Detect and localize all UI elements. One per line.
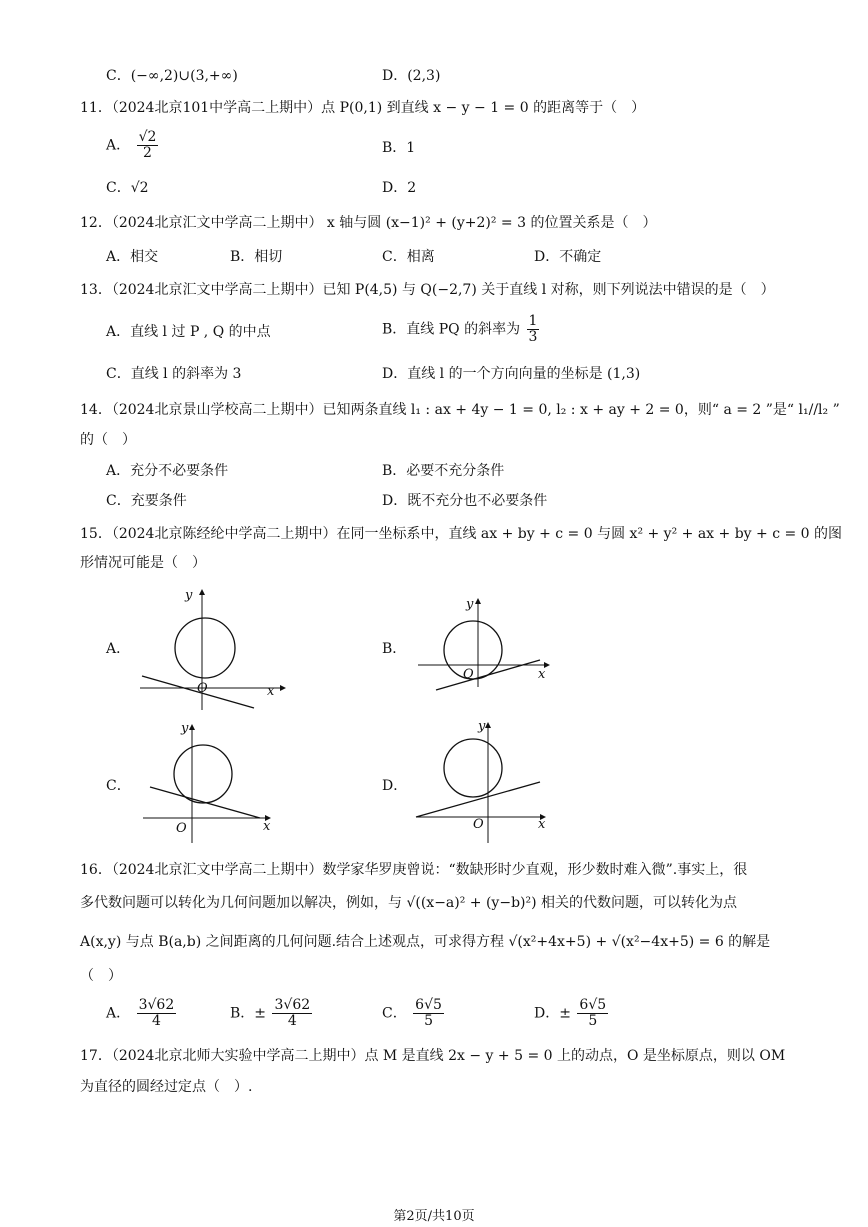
q13-option-d: D．直线 l 的一个方向向量的坐标是 (1,3) [382,366,641,382]
q13-option-a: A．直线 l 过 P , Q 的中点 [106,324,271,340]
x-axis-arrow [280,685,286,691]
q13-option-b-denominator: 3 [528,329,538,345]
q11-option-c: C．√2 [106,180,149,196]
q12-stem: 12．（2024北京汇文中学高二上期中） x 轴与圆 (x−1)² + (y+2)² = 3 的位置关系是（ ） [80,215,657,231]
q14-option-b: B．必要不充分条件 [382,463,505,479]
q16-option-c [382,998,446,1029]
q16-option-a-denominator: 4 [151,1013,161,1029]
q16-stem-line2: 多代数问题可以转化为几何问题加以解决，例如，与 √((x−a)² + (y−b)²) 相关的代数问题，可以转化为点 [80,895,738,911]
q16-option-d-denominator: 5 [588,1013,598,1029]
q13-option-b [382,314,541,345]
q15-option-b-label: B． [382,641,407,657]
q15-figure-b [410,592,560,702]
q14-option-d: D．既不充分也不必要条件 [382,493,548,509]
circle [174,745,232,803]
q15-option-d-label: D． [382,778,408,794]
q11-option-a-label: A． [106,137,131,154]
q11-option-d: D．2 [382,180,417,196]
q15-figure-d [410,716,560,846]
q16-option-d [534,998,610,1029]
q16-option-a [106,998,178,1029]
q14-option-a: A．充分不必要条件 [106,463,229,479]
q16-option-a-label: A． [106,1005,131,1022]
q16-option-a-numerator: 3√62 [138,997,175,1013]
q15-option-c-label: C． [106,778,131,794]
q12-option-a: A．相交 [106,249,159,265]
y-label: y [181,721,189,736]
q17-stem-line1: 17．（2024北京北师大实验中学高二上期中）点 M 是直线 2x − y + 5 = 0 上的动点，O 是坐标原点，则以 OM [80,1048,786,1064]
q10-option-d: D．(2,3) [382,68,441,84]
x-label: x [267,684,275,699]
q15-figure-c [135,716,285,846]
q11-option-a-denominator: 2 [143,145,152,161]
q16-option-d-label: D．± [534,1005,571,1022]
q11-option-a [106,130,160,161]
q16-option-a-fraction [137,998,177,1029]
q16-option-b-fraction [272,998,312,1029]
q13-option-b-label: B．直线 PQ 的斜率为 [382,321,521,338]
q15-stem-line1: 15．（2024北京陈经纶中学高二上期中）在同一坐标系中，直线 ax + by + c = 0 与圆 x² + y² + ax + by + c = 0 的图 [80,526,843,542]
q11-option-a-fraction [137,130,159,161]
q15-figure-a [130,585,290,715]
q16-option-b-label: B．± [230,1005,267,1022]
q14-stem-line2: 的（ ） [80,432,136,448]
q16-option-c-fraction [413,998,444,1029]
origin-label: O [176,821,187,836]
q14-stem-line1: 14．（2024北京景山学校高二上期中）已知两条直线 l₁ : ax + 4y − 1 = 0, l₂ : x + ay + 2 = 0，则“ a = 2 ”是“ l₁//l₂ ” [80,402,840,418]
y-label: y [185,588,193,603]
q16-option-c-denominator: 5 [424,1013,433,1029]
q13-stem: 13．（2024北京汇文中学高二上期中）已知 P(4,5) 与 Q(−2,7) 关于直线 l 对称，则下列说法中错误的是（ ） [80,282,775,298]
x-label: x [263,819,271,834]
circle [444,739,502,797]
q16-stem-line3: A(x,y) 与点 B(a,b) 之间距离的几何问题.结合上述观点，可求得方程 √(x²+4x+5) + √(x²−4x+5) = 6 的解是 [80,934,771,950]
q13-option-c: C．直线 l 的斜率为 3 [106,366,242,382]
q17-stem-line2: 为直径的圆经过定点（ ）. [80,1079,253,1095]
origin-label: O [197,681,208,696]
q15-option-a-label: A． [106,641,131,657]
q14-option-c: C．充要条件 [106,493,187,509]
q11-option-a-numerator: √2 [138,129,157,145]
q13-option-b-numerator: 1 [528,313,538,329]
q12-option-c: C．相离 [382,249,435,265]
y-label: y [466,597,474,612]
page-footer: 第2页/共10页 [393,1209,475,1224]
origin-label: O [473,817,484,832]
q15-stem-line2: 形情况可能是（ ） [80,555,206,571]
circle [175,618,235,678]
q16-option-d-numerator: 6√5 [579,997,607,1013]
y-axis-arrow [189,724,195,730]
q11-option-b: B．1 [382,140,416,156]
y-axis-arrow [485,722,491,728]
y-axis-arrow [199,589,205,595]
q16-option-c-numerator: 6√5 [415,997,442,1013]
line [416,782,540,817]
y-label: y [478,719,486,734]
q16-option-d-fraction [577,998,608,1029]
q16-option-b [230,998,314,1029]
q10-option-c: C．(−∞,2)∪(3,+∞) [106,68,238,84]
q16-option-c-label: C． [382,1005,407,1022]
origin-label: O [463,667,474,682]
x-label: x [538,667,546,682]
x-label: x [538,817,546,832]
q16-option-b-denominator: 4 [287,1013,297,1029]
q13-option-b-fraction [527,314,540,345]
q16-option-b-numerator: 3√62 [274,997,311,1013]
q12-option-d: D．不确定 [534,249,602,265]
q16-stem-line1: 16．（2024北京汇文中学高二上期中）数学家华罗庚曾说：“数缺形时少直观，形少数时难入微”.事实上，很 [80,862,748,878]
line [150,787,260,818]
y-axis-arrow [475,598,481,604]
q16-stem-line4: （ ） [80,968,122,984]
q12-option-b: B．相切 [230,249,283,265]
q11-stem: 11．（2024北京101中学高二上期中）点 P(0,1) 到直线 x − y − 1 = 0 的距离等于（ ） [80,100,646,116]
